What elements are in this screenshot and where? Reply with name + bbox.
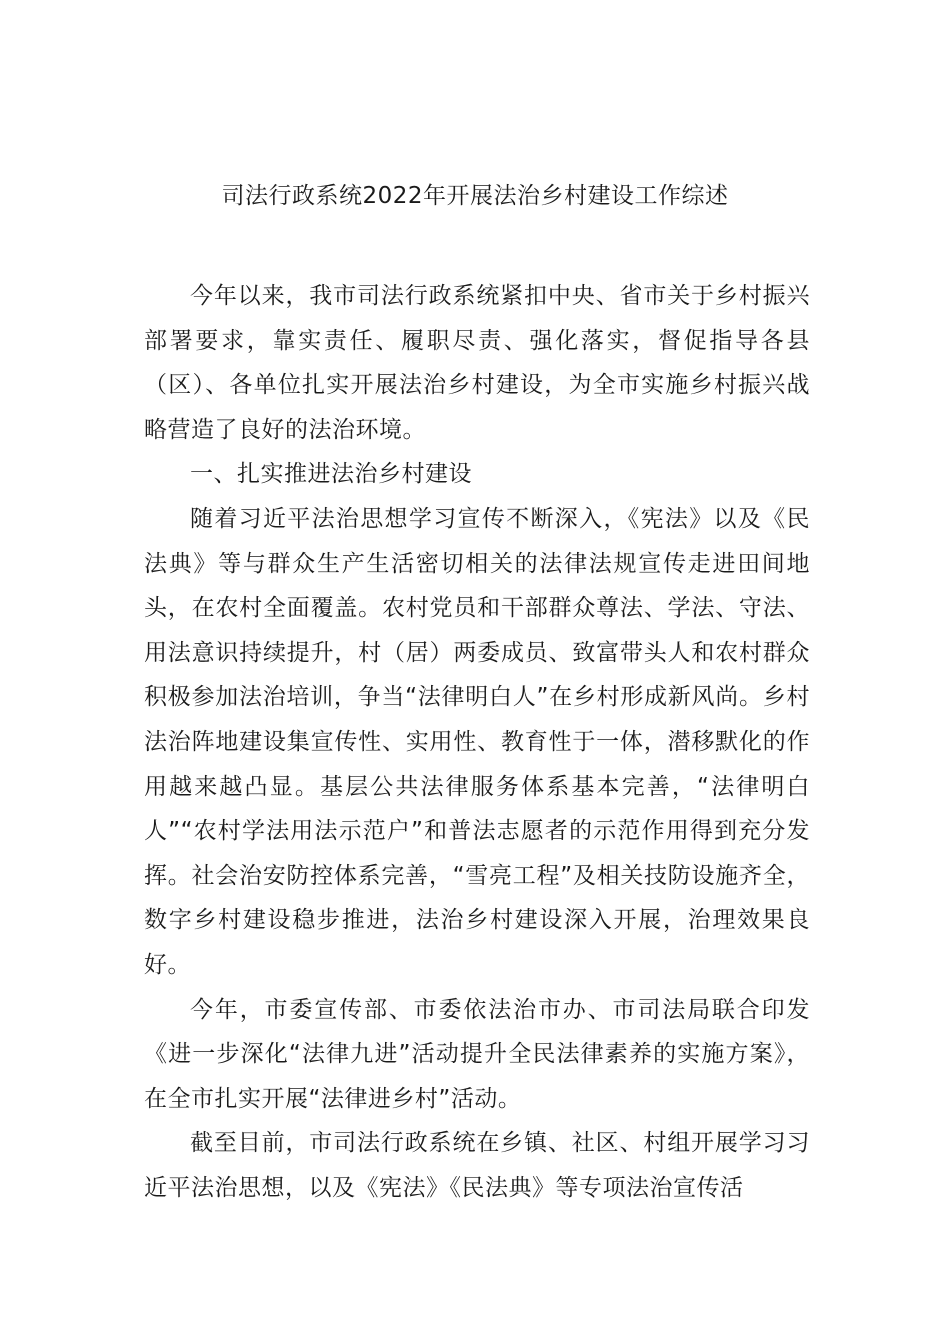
- body-paragraph: 随着习近平法治思想学习宣传不断深入，《宪法》以及《民法典》等与群众生产生活密切相关的法律法规宣传走进田间地头，在农村全面覆盖。农村党员和干部群众尊法、学法、守法、用法意识持续提升，村（居）两委成员、致富带头人和农村群众积极参加法治培训，争当“法律明白人”在乡村形成新风尚。乡村法治阵地建设集宣传性、实用性、教育性于一体，潜移默化的作用越来越凸显。基层公共法律服务体系基本完善，“法律明白人”“农村学法用法示范户”和普法志愿者的示范作用得到充分发挥。社会治安防控体系完善，“雪亮工程”及相关技防设施齐全，数字乡村建设稳步推进，法治乡村建设深入开展，治理效果良好。: [144, 505, 810, 978]
- body-paragraph: 截至目前，市司法行政系统在乡镇、社区、村组开展学习习近平法治思想，以及《宪法》《民法典》等专项法治宣传活: [144, 1130, 810, 1201]
- body-paragraph: 今年，市委宣传部、市委依法治市办、市司法局联合印发《进一步深化“法律九进”活动提升全民法律素养的实施方案》，在全市扎实开展“法律进乡村”活动。: [144, 996, 810, 1112]
- section-heading: 一、扎实推进法治乡村建设: [190, 461, 472, 488]
- document-title: 司法行政系统2022年开展法治乡村建设工作综述: [221, 183, 729, 209]
- intro-paragraph: 今年以来，我市司法行政系统紧扣中央、省市关于乡村振兴部署要求，靠实责任、履职尽责、强化落实，督促指导各县（区）、各单位扎实开展法治乡村建设，为全市实施乡村振兴战略营造了良好的法治环境。: [144, 283, 810, 443]
- document-body: [144, 274, 810, 1210]
